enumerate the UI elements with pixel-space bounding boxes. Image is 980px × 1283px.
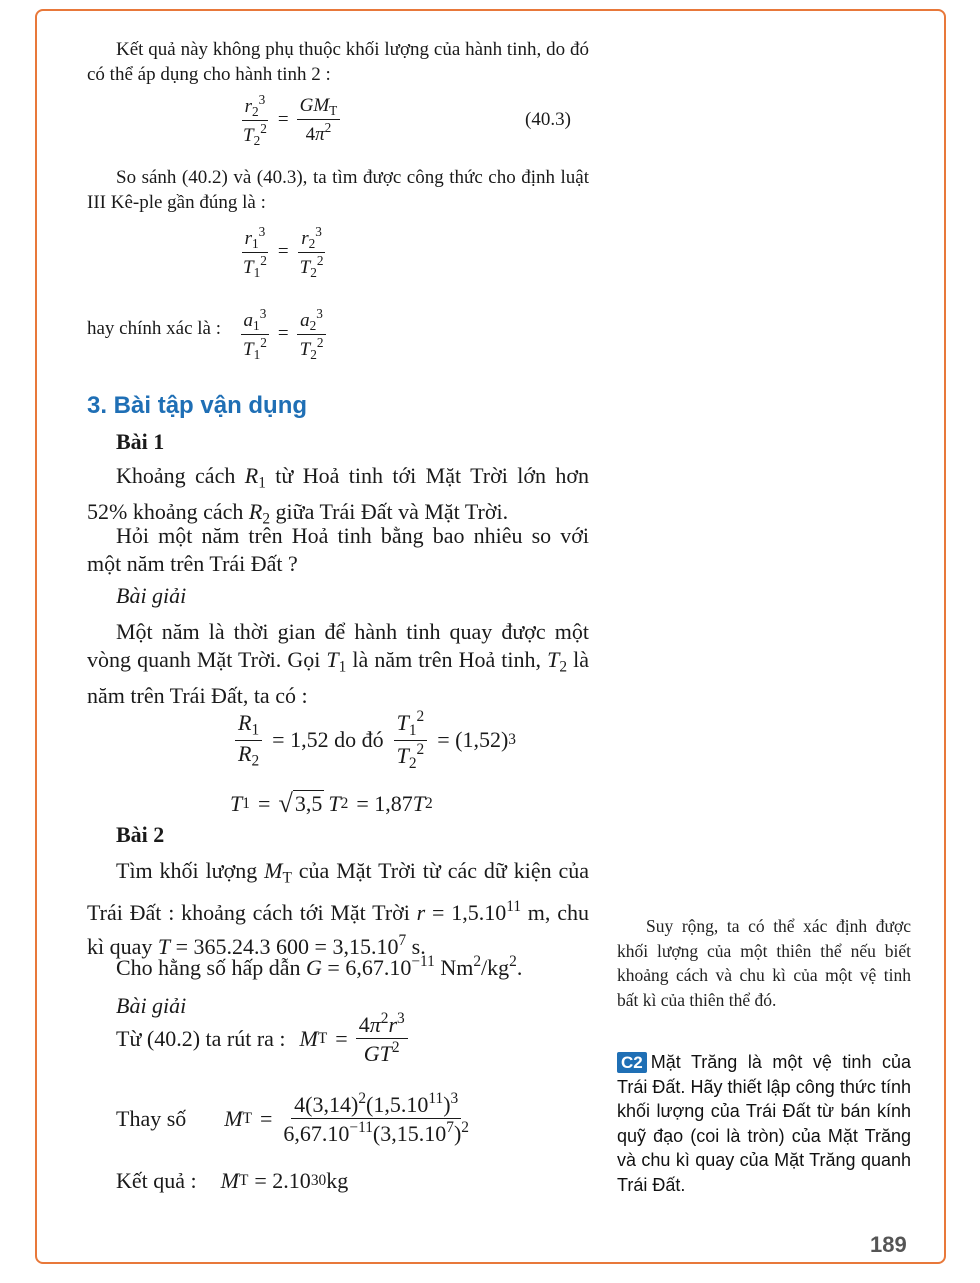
equation-40-3: $\frac{r_2^3}{T_2^2}$ = $\frac{GM_T}{4\pi^2}$ [240,92,340,149]
equation-label: (40.3) [525,109,571,130]
sidebar-note: Suy rộng, ta có thể xác định được khối lượng của một thiên thể nếu biết khoảng cách và chu kì của một vệ tinh bất kì của thiên thể đó. [617,916,911,1010]
c2-question [617,1050,911,1197]
bai1-p3-c: là năm trên Trái Đất, ta có : [87,647,589,708]
bai2-solution-label: Bài giải [116,993,187,1018]
bai2-heading: Bài 2 [116,822,165,847]
c2-text: Mặt Trăng là một vệ tinh của Trái Đất. Hãy thiết lập công thức tính khối lượng của Trái Đất từ bán kính quỹ đạo (coi là tròn) của Mặt Trăng và chu kì quay của Mặt Trăng quanh Trái Đất. [617,1052,911,1195]
exact-label: hay chính xác là : [87,318,222,339]
bai2-p2-b: = 6,67.10 [321,955,412,981]
bai1-p1-a: Khoảng cách [116,463,245,488]
bai2-p1-e: = 365.24.3 600 = 3,15.10 [170,934,399,960]
bai2-result-unit: kg [326,1168,349,1193]
bai2-result-value: = 2.10 [254,1168,311,1193]
bai2-subst-den: 6,67.10 [283,1121,350,1147]
bai1-p3-b: là năm trên Hoả tinh, [346,647,548,672]
kepler-approx-equation: $\frac{r_1^3}{T_1^2}$ = $\frac{r_2^3}{T_2^2}$ [243,224,324,280]
bai2-result: Kết quả : M T = 2.10 30 kg [116,1168,349,1193]
bai1-p3-a: Một năm là thời gian để hành tinh quay được một vòng quanh Mặt Trời. Gọi [87,619,589,672]
bai2-subst-num: 4(3,14) [294,1092,359,1118]
bai2-p2-e: . [516,955,523,981]
bai2-p2-c: Nm [434,955,474,981]
bai2-subst-label: Thay số [116,1105,187,1131]
compare-paragraph: So sánh (40.2) và (40.3), ta tìm được công thức cho định luật III Kê-ple gần đúng là : [87,167,589,213]
bai2-problem-2: Cho hằng số hấp dẫn $G = 6,67.10^{-11}$ $Nm^2/kg^2$. [116,953,523,981]
bai1-heading: Bài 1 [116,429,165,454]
intro-paragraph: Kết quả này không phụ thuộc khối lượng của hành tinh, do đó có thể áp dụng cho hành tinh 2 : [87,39,589,85]
bai2-p1-b: của Mặt Trời từ các dữ kiện của Trái Đất : khoảng cách tới Mặt Trời [87,858,590,925]
bai1-equation-2: T 1 = √ 3,5 T 2 = 1,87 T 2 [230,788,433,818]
bai1-eq1-mid: = 1,52 do đó [272,727,384,753]
bai2-p2-d: /kg [481,955,510,981]
section-title: 3. Bài tập vận dụng [87,392,308,419]
bai2-problem-1: Tìm khối lượng $M_T$ của Mặt Trời từ các dữ kiện của Trái Đất : khoảng cách tới Mặt Trời $r = 1,5.10^{11}$ m, chu kì quay T = 365.24.3 $600 = 3,15.10^7$ s. [87,858,590,960]
bai2-subst-den2: (3,15.10 [372,1121,447,1147]
bai1-eq1-right: = (1,52) [437,727,509,753]
bai2-p1-c: = 1,5.10 [425,899,507,925]
bai1-solution-paragraph: Một năm là thời gian để hành tinh quay được một vòng quanh Mặt Trời. Gọi $T_1$ là năm trên Hoả tinh, $T_2$ là năm trên Trái Đất, ta có : [87,619,589,708]
bai1-eq2-right: = 1,87 [356,790,413,816]
bai2-p2-a: Cho hằng số hấp dẫn [116,955,307,981]
kepler-exact-equation: $\frac{a_1^3}{T_1^2}$ = $\frac{a_2^3}{T_2^2}$ [240,306,327,363]
bai2-p1-f: s. [406,934,426,960]
bai2-subst-num2: (1,5.10 [366,1092,429,1118]
bai1-problem-2: Hỏi một năm trên Hoả tinh bằng bao nhiêu so với một năm trên Trái Đất ? [87,523,589,576]
bai2-result-label: Kết quả : [116,1168,197,1193]
bai2-p1-d: m, chu kì quay [87,899,589,960]
bai2-derive-equation: Từ (40.2) ta rút ra : M T = $\frac{4\pi^2r^3}{GT^2}$ [116,1010,408,1067]
bai1-p1-b: từ Hoả tinh tới Mặt Trời lớn hơn 52% khoảng cách [87,463,589,524]
bai2-p1-a: Tìm khối lượng [116,858,265,883]
bai1-solution-label: Bài giải [116,583,187,608]
bai1-problem-1: Khoảng cách $R_1$ từ Hoả tinh tới Mặt Trời lớn hơn 52% khoảng cách $R_2$ giữa Trái Đất và Mặt Trời. [87,463,589,528]
c2-badge: C2 [617,1052,647,1073]
bai1-eq2-root: 3,5 [294,791,323,816]
bai2-substitution: Thay số M T = $\frac{4(3,14)^2(1,5.10^{11})^3}{6,67.10^{-11}(3,15.10^7)^2}$ [116,1090,469,1147]
bai1-equation-1: $\frac{R_1}{R_2}$ = 1,52 do đó $\frac{T_1^2}{T_2^2}$ = (1,52) 3 [235,708,516,773]
page-number: 189 [870,1232,907,1257]
bai2-derive-label: Từ (40.2) ta rút ra : [116,1025,286,1051]
bai1-p1-c: giữa Trái Đất và Mặt Trời. [270,498,509,524]
